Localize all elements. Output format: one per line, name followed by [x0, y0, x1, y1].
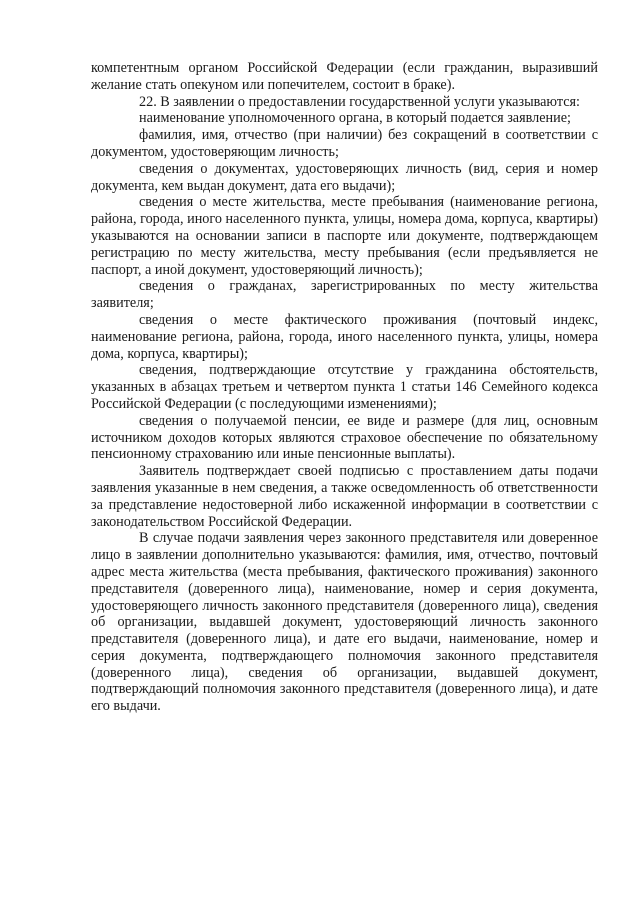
paragraph-registered-citizens: сведения о гражданах, зарегистрированных по месту жительства заявителя;	[91, 278, 598, 312]
paragraph-absence-of-circumstances: сведения, подтверждающие отсутствие у гражданина обстоятельств, указанных в абзацах третьем и четвертом пункта 1 статьи 146 Семейного кодекса Российской Федерации (с последующими изменениями);	[91, 362, 598, 412]
paragraph-item-22-heading: 22. В заявлении о предоставлении государственной услуги указываются:	[139, 93, 580, 110]
paragraph-authority-name: наименование уполномоченного органа, в который подается заявление;	[139, 110, 571, 127]
paragraph-applicant-confirmation: Заявитель подтверждает своей подписью с проставлением даты подачи заявления указанные в нем сведения, а также осведомленность об ответственности за представление недостоверной либо искаженной информации в соответствии с законодательством Российской Федерации.	[91, 463, 598, 530]
paragraph-pension: сведения о получаемой пенсии, ее виде и размере (для лиц, основным источником доходов которых являются страховое обеспечение по обязательному пенсионному страхованию или иные пенсионные выплаты).	[91, 412, 598, 463]
paragraph-residence: сведения о месте жительства, месте пребывания (наименование региона, района, города, иного населенного пункта, улицы, номера дома, корпуса, квартиры) указываются на основании записи в паспорте или документе, подтверждающем регистрацию по месту жительства, месту пребывания (если предъявляется не паспорт, а иной документ, удостоверяющий личность);	[91, 194, 598, 278]
document-page	[91, 60, 598, 715]
paragraph-full-name: фамилия, имя, отчество (при наличии) без сокращений в соответствии с документом, удостоверяющим личность;	[91, 127, 598, 160]
paragraph-identity-documents: сведения о документах, удостоверяющих личность (вид, серия и номер документа, кем выдан документ, дата его выдачи);	[91, 160, 598, 194]
paragraph-actual-residence: сведения о месте фактического проживания (почтовый индекс, наименование региона, района, города, иного населенного пункта, улицы, номера дома, корпуса, квартиры);	[91, 311, 598, 362]
paragraph-continuation: компетентным органом Российской Федерации (если гражданин, выразивший желание стать опекуном или попечителем, состоит в браке).	[91, 60, 598, 93]
paragraph-representative: В случае подачи заявления через законного представителя или доверенное лицо в заявлении дополнительно указываются: фамилия, имя, отчество, почтовый адрес места жительства (места пребывания, фактического проживания) законного представителя (доверенного лица), наименование, номер и серия документа, удостоверяющего личность законного представителя (доверенного лица), сведения об организации, выдавшей документ, удостоверяющий личность законного представителя (доверенного лица), и дате его выдачи, наименование, номер и серия документа, подтверждающего полномочия законного представителя (доверенного лица), сведения об организации, выдавшей документ, подтверждающий полномочия законного представителя (доверенного лица), и дате его выдачи.	[91, 530, 598, 715]
